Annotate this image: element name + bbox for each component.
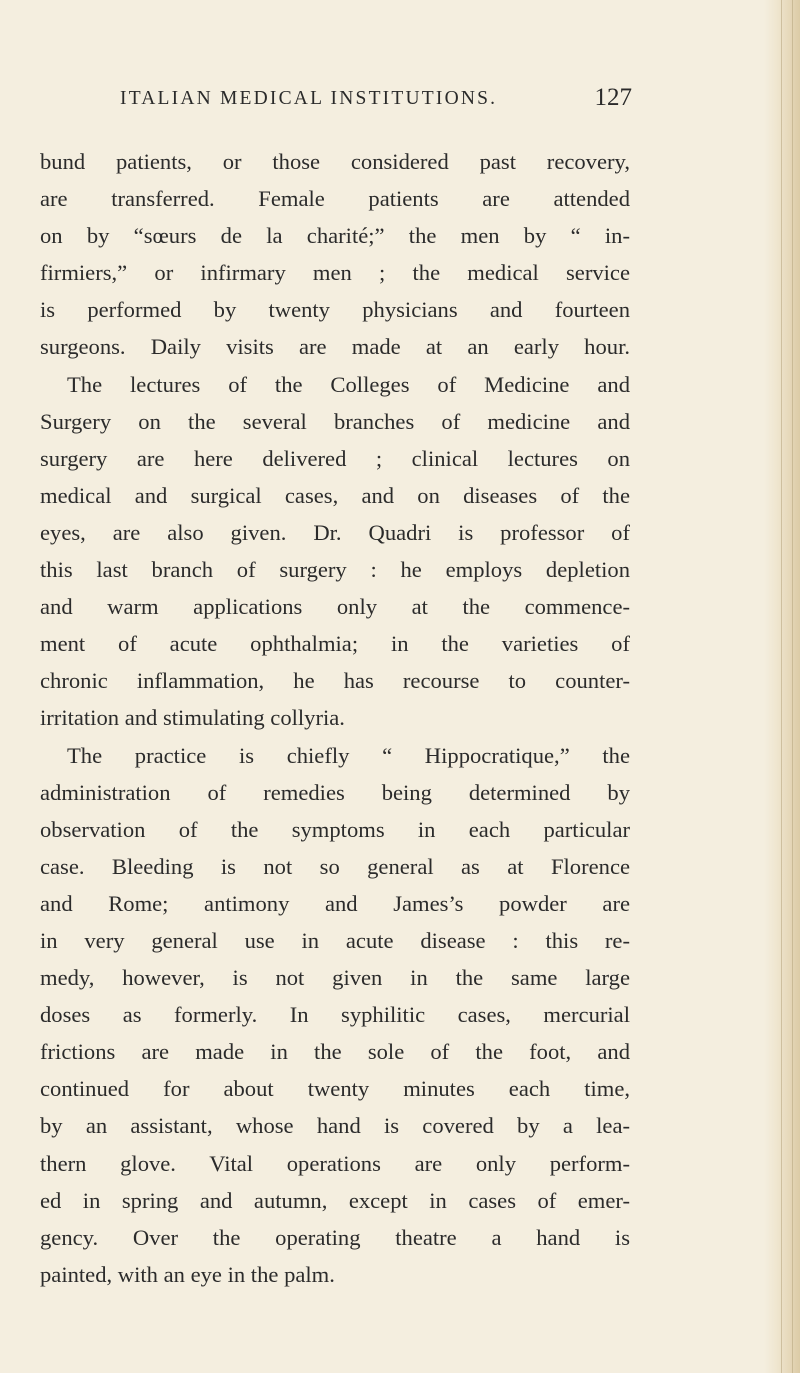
- page-edge-line: [781, 0, 782, 1373]
- text-line: gency. Over the operating theatre a hand is: [40, 1224, 630, 1250]
- text-line: firmiers,” or infirmary men ; the medical service: [40, 260, 630, 286]
- text-line: is performed by twenty physicians and fourteen: [40, 297, 630, 323]
- text-line: surgery are here delivered ; clinical lectures on: [40, 445, 630, 471]
- text-line: bund patients, or those considered past recovery,: [40, 149, 630, 174]
- text-line: The practice is chiefly “ Hippocratique,” the: [67, 742, 630, 768]
- text-line: The lectures of the Colleges of Medicine and: [67, 371, 630, 397]
- page-edge-line: [792, 0, 793, 1373]
- text-line: observation of the symptoms in each particular: [40, 816, 630, 842]
- text-line: in very general use in acute disease : this re-: [40, 927, 630, 953]
- text-line: and warm applications only at the commence-: [40, 594, 630, 620]
- text-line: this last branch of surgery : he employs depletion: [40, 557, 630, 583]
- text-line: thern glove. Vital operations are only perform-: [40, 1150, 630, 1176]
- page-edge-shadow: [764, 0, 800, 1373]
- text-line: Surgery on the several branches of medicine and: [40, 408, 630, 434]
- body-text: [40, 143, 630, 1293]
- text-line: on by “sœurs de la charité;” the men by “ in-: [40, 223, 630, 249]
- text-line: continued for about twenty minutes each time,: [40, 1076, 630, 1102]
- text-line: administration of remedies being determined by: [40, 779, 630, 805]
- text-line: ment of acute ophthalmia; in the varieties of: [40, 631, 630, 657]
- text-line: medy, however, is not given in the same large: [40, 965, 630, 991]
- text-line: irritation and stimulating collyria.: [40, 705, 345, 731]
- text-line: ed in spring and autumn, except in cases of emer-: [40, 1187, 630, 1213]
- page-header: [120, 84, 632, 124]
- text-line: doses as formerly. In syphilitic cases, mercurial: [40, 1002, 630, 1028]
- text-line: painted, with an eye in the palm.: [40, 1261, 335, 1287]
- text-line: and Rome; antimony and James’s powder are: [40, 890, 630, 916]
- page-number: 127: [594, 84, 632, 111]
- text-line: by an assistant, whose hand is covered by a lea-: [40, 1113, 630, 1139]
- text-line: case. Bleeding is not so general as at Florence: [40, 853, 630, 879]
- text-line: chronic inflammation, he has recourse to counter-: [40, 668, 630, 694]
- text-line: are transferred. Female patients are attended: [40, 186, 630, 212]
- text-line: frictions are made in the sole of the foot, and: [40, 1039, 630, 1065]
- text-line: surgeons. Daily visits are made at an early hour.: [40, 334, 630, 360]
- running-title: ITALIAN MEDICAL INSTITUTIONS.: [120, 88, 498, 109]
- text-line: medical and surgical cases, and on diseases of the: [40, 482, 630, 508]
- text-line: eyes, are also given. Dr. Quadri is professor of: [40, 519, 630, 545]
